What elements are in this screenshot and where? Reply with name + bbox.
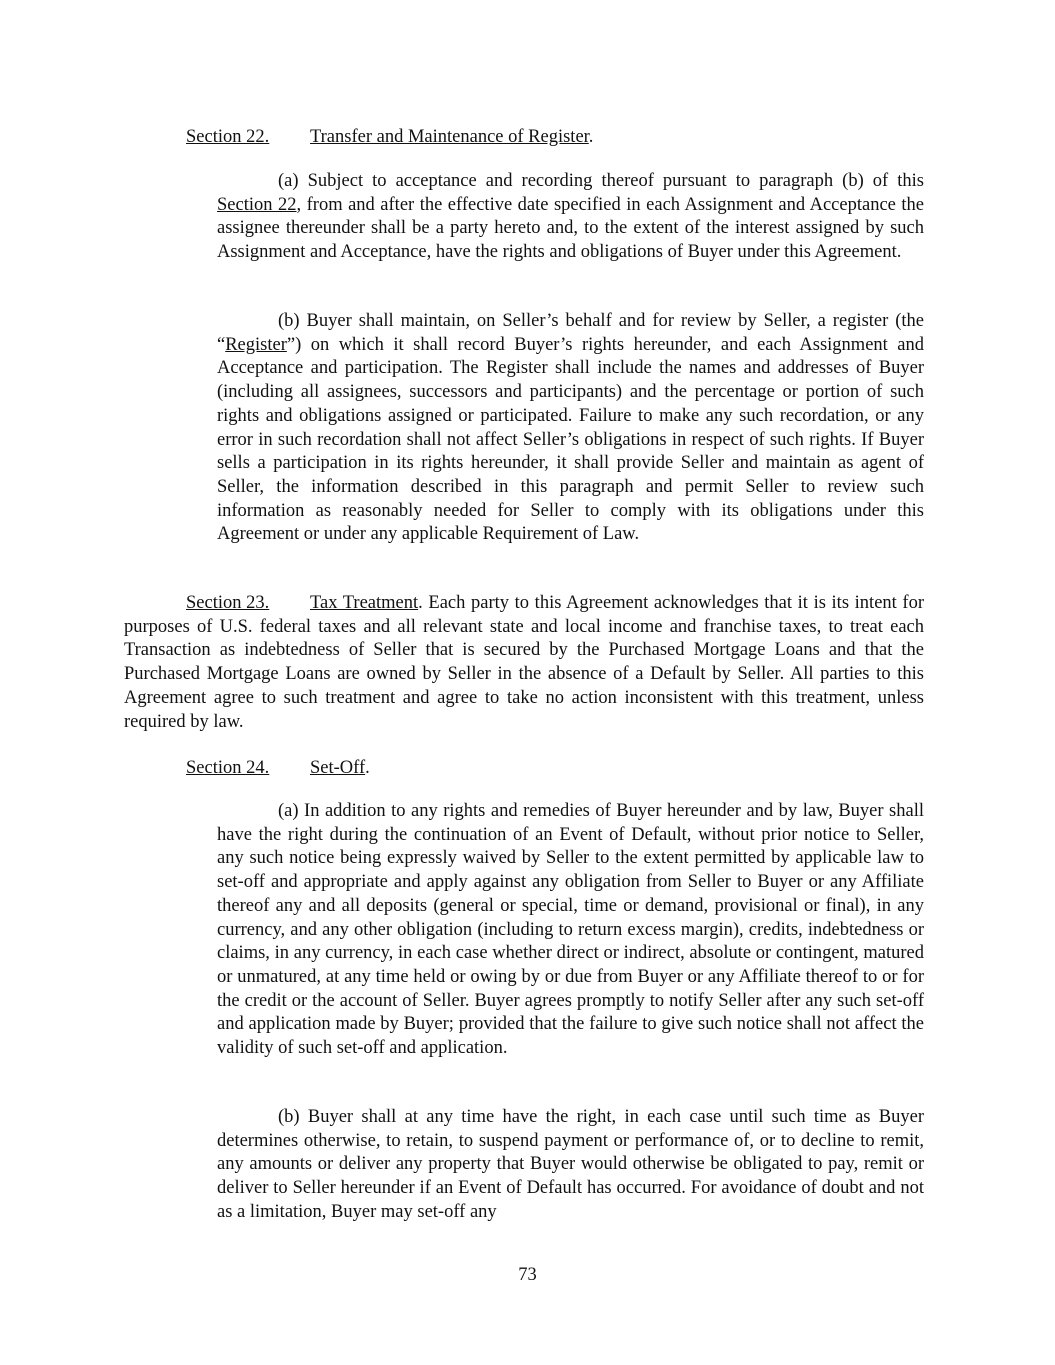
section-23-number: Section 23. [186, 593, 270, 613]
section-22-paragraph-a [217, 170, 924, 265]
section-24-title: Set-Off [310, 758, 366, 778]
section-22-b-defined-term: Register [225, 334, 287, 355]
section-22-title: Transfer and Maintenance of Register [310, 127, 589, 147]
section-22-a-text-1: (a) Subject to acceptance and recording thereof pursuant to paragraph (b) of this [278, 171, 924, 191]
section-24-paragraph-a: (a) In addition to any rights and remedies of Buyer hereunder and by law, Buyer shall have the right during the continuation of an Event of Default, without prior notice to Seller, any such notice being expressly waived by Seller to the extent permitted by applicable law to set-off and appropriate and apply against any obligation from Seller to Buyer or any Affiliate thereof any and all deposits (general or special, time or demand, provisional or final), in any currency, and any other obligation (including to return excess margin), credits, indebtedness or claims, in any currency, in each case whether direct or indirect, absolute or contingent, matured or unmatured, at any time held or owing by or due from Buyer or any Affiliate thereof to or for the credit or the account of Seller. Buyer agrees promptly to notify Seller after any such set-off and application made by Buyer; provided that the failure to give such notice shall not affect the validity of such set-off and application. [217, 801, 924, 1059]
section-22-heading [186, 125, 593, 149]
section-22-a-reference: Section 22 [217, 194, 297, 215]
section-23-title: Tax Treatment [310, 593, 419, 613]
section-24-paragraph-b: (b) Buyer shall at any time have the right, in each case until such time as Buyer determines otherwise, to retain, to suspend payment or performance of, or to decline to remit, any amounts or deliver any property that Buyer would otherwise be obligated to pay, remit or deliver to Seller hereunder if an Event of Default has occurred. For avoidance of doubt and not as a limitation, Buyer may set-off any [217, 1107, 924, 1222]
section-23-text: . Each party to this Agreement acknowledges that it is its intent for purposes of U.S. federal taxes and all relevant state and local income and franchise taxes, to treat each Transaction as indebtedness of Seller that is secured by the Purchased Mortgage Loans and that the Purchased Mortgage Loans are owned by Seller in the absence of a Default by Seller. All parties to this Agreement agree to such treatment and agree to take no action inconsistent with this treatment, unless required by law. [124, 593, 924, 732]
section-24-heading [186, 756, 370, 780]
section-24-number: Section 24. [186, 758, 270, 778]
section-22-b-text-2: ”) on which it shall record Buyer’s rights hereunder, and each Assignment and Acceptance and participation. The Register shall include the names and addresses of Buyer (including all assignees, successors and participants) and the percentage or portion of such rights and obligations assigned or participated. Failure to make any such recordation, or any error in such recordation shall not affect Seller’s obligations in respect of such rights. If Buyer sells a participation in its rights hereunder, it shall provide Seller and maintain as agent of Seller, the information described in this paragraph and permit Seller to review such information as reasonably needed for Seller to comply with its obligations under this Agreement or under any applicable Requirement of Law. [217, 334, 924, 545]
section-22-paragraph-b [217, 310, 924, 547]
section-23-paragraph [124, 592, 924, 734]
section-22-title-end: . [588, 127, 594, 147]
section-22-a-text-2: , from and after the effective date specified in each Assignment and Acceptance the assignee thereunder shall be a party hereto and, to the extent of the interest assigned by such Assignment and Acceptance, have the rights and obligations of Buyer under this Agreement. [217, 194, 924, 263]
section-24-title-end: . [365, 758, 370, 778]
section-22-number: Section 22. [186, 127, 270, 147]
section-22-b-text-1: (b) Buyer shall maintain, on Seller’s behalf and for review by Seller, a register (the “ [217, 311, 924, 355]
page-number: 73 [518, 1265, 537, 1285]
